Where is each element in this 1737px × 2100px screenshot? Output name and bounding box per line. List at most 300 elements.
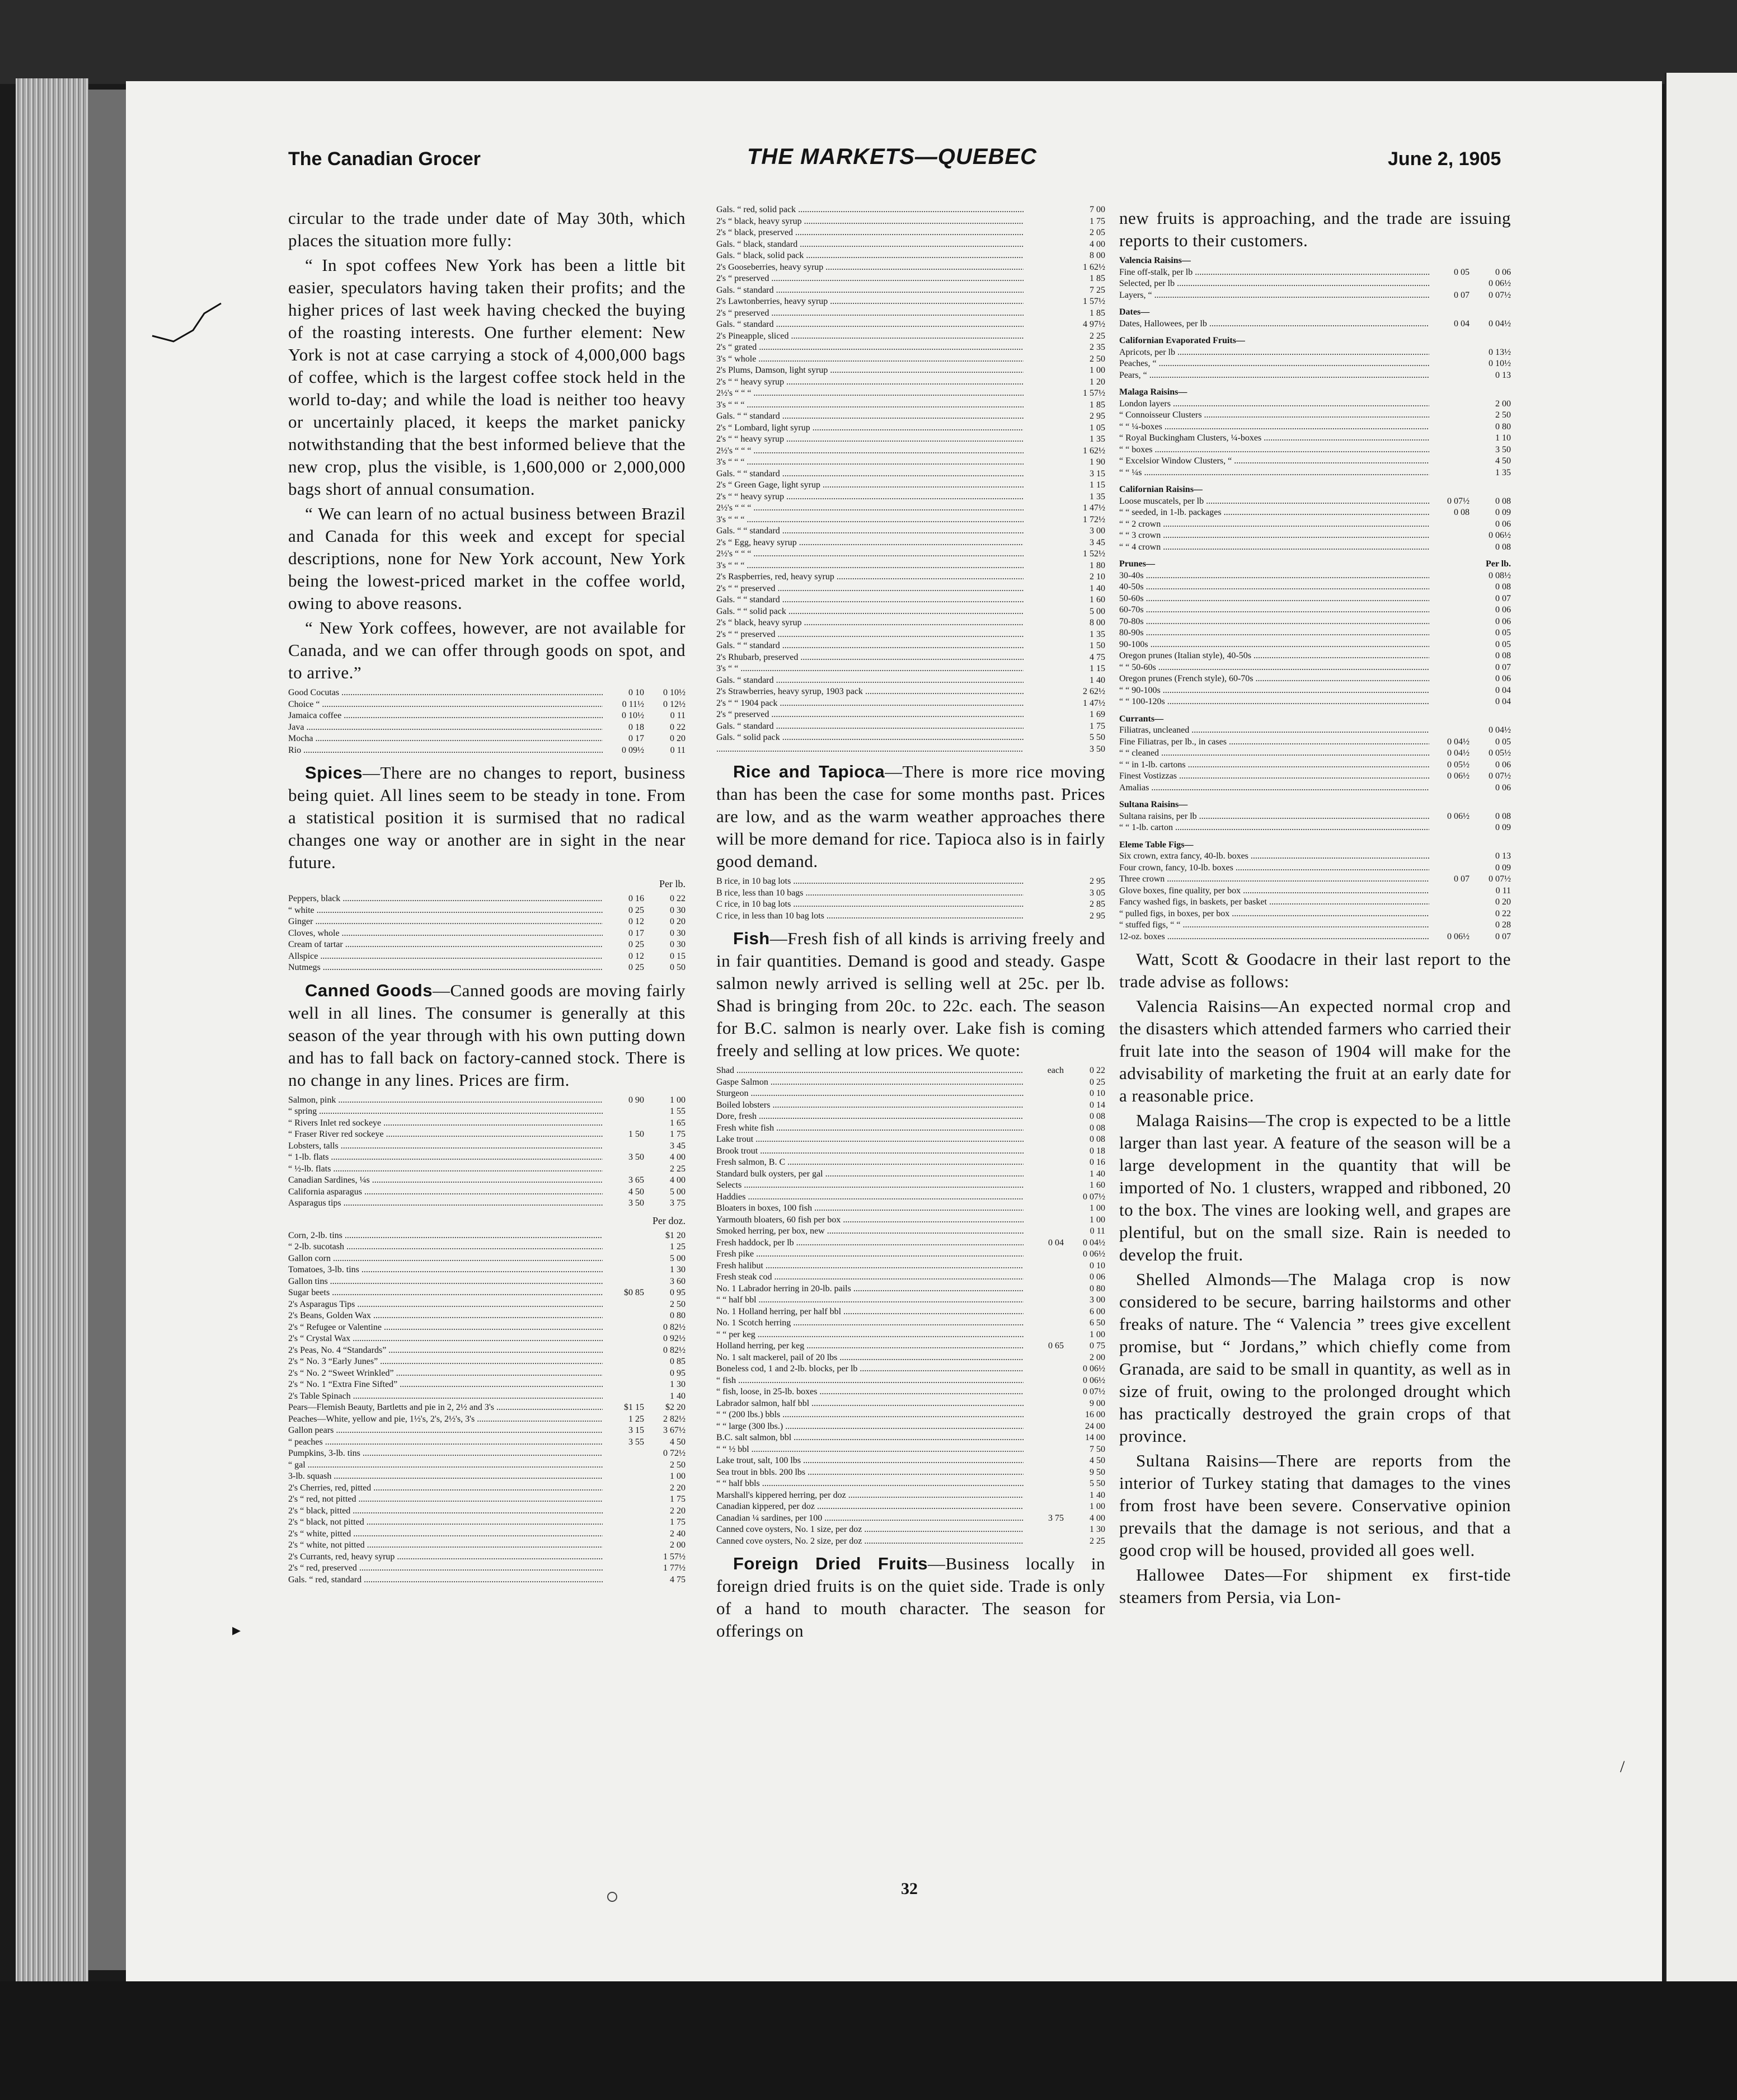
price-high: 1 30 xyxy=(1090,1525,1105,1534)
price-high: 0 08 xyxy=(1495,542,1511,552)
price-low xyxy=(1024,1421,1064,1433)
price-high: 5 50 xyxy=(1090,1479,1105,1488)
price-high: 0 07½ xyxy=(1083,1192,1105,1202)
book-binding-edge xyxy=(16,78,88,1987)
price-low xyxy=(603,1118,644,1129)
item-label: Gals. “ standard ..... xyxy=(716,721,1024,733)
price-low xyxy=(603,1164,644,1175)
price-low xyxy=(1024,319,1064,331)
price-row xyxy=(288,1095,686,1107)
item-label: “ “ 1-lb. carton ..... xyxy=(1119,822,1429,834)
price-row xyxy=(288,1253,686,1265)
price-row xyxy=(288,1187,686,1198)
price-high: 2 85 xyxy=(1090,899,1105,909)
price-high: 1 62½ xyxy=(1083,446,1105,456)
item-label: 3's “ “ ..... xyxy=(716,663,1024,675)
price-high: 0 82½ xyxy=(663,1345,686,1355)
item-label: Four crown, fancy, 10-lb. boxes ..... xyxy=(1119,862,1429,874)
item-label: “ “ cleaned ..... xyxy=(1119,748,1429,760)
price-high: 1 35 xyxy=(1090,491,1105,501)
price-low: 0 04 xyxy=(1048,1238,1064,1248)
price-low: 0 09½ xyxy=(622,745,644,755)
price-high: 0 80 xyxy=(1090,1283,1105,1293)
price-row xyxy=(716,629,1105,641)
item-label: 2's Strawberries, heavy syrup, 1903 pack ..... xyxy=(716,686,1024,698)
price-row xyxy=(716,388,1105,400)
item-label: Fresh salmon, B. C ..... xyxy=(716,1157,1024,1169)
malaga-raisins-table xyxy=(1119,387,1511,479)
price-row xyxy=(716,365,1105,377)
price-low xyxy=(1429,347,1470,359)
price-row xyxy=(716,285,1105,297)
price-low xyxy=(603,1276,644,1288)
fish-text: —Fresh fish of all kinds is arriving freely and in fair quantities. Demand is good and steady. Gaspe salmon newly arrived is selling well at 25c. per lb. Shad is bringing from 20c. to 22c. each. The season for B.C. salmon is nearly over. Lake fish is coming freely and selling at low prices. We quote: xyxy=(716,929,1105,1060)
item-label: 2's Beans, Golden Wax ..... xyxy=(288,1310,603,1322)
price-row xyxy=(1119,433,1511,444)
price-row xyxy=(1119,696,1511,708)
price-high: 2 95 xyxy=(1090,911,1105,921)
price-row xyxy=(716,1134,1105,1146)
item-label: “ Excelsior Window Clusters, “ ..... xyxy=(1119,456,1429,467)
price-low xyxy=(603,1345,644,1357)
price-high: 0 13 xyxy=(1495,370,1511,380)
item-label: “ “ in 1-lb. cartons ..... xyxy=(1119,760,1429,771)
price-low xyxy=(1024,686,1064,698)
item-label: Canadian kippered, per doz ..... xyxy=(716,1501,1024,1513)
price-high: 3 60 xyxy=(670,1276,686,1286)
price-row xyxy=(288,1425,686,1437)
price-row xyxy=(288,1437,686,1449)
price-row xyxy=(1119,931,1511,943)
item-label: Layers, “ ..... xyxy=(1119,290,1429,302)
price-high: 1 00 xyxy=(1090,1215,1105,1225)
price-row xyxy=(1119,507,1511,519)
price-high: 1 40 xyxy=(1090,1169,1105,1179)
price-low xyxy=(1024,457,1064,468)
price-row xyxy=(716,262,1105,274)
item-label: Haddies ..... xyxy=(716,1192,1024,1203)
item-label: “ 1-lb. flats ..... xyxy=(288,1152,603,1164)
price-high: 0 80 xyxy=(670,1311,686,1320)
price-high: 24 00 xyxy=(1085,1421,1105,1431)
item-label: Cloves, whole ..... xyxy=(288,928,603,940)
item-label: 2's “ black, pitted ..... xyxy=(288,1506,603,1517)
price-low xyxy=(603,1529,644,1540)
price-row xyxy=(716,1226,1105,1238)
price-low: each xyxy=(1047,1066,1064,1075)
price-high: 1 00 xyxy=(1090,1203,1105,1213)
price-row xyxy=(716,606,1105,618)
price-low: 0 06½ xyxy=(1447,771,1470,781)
price-low xyxy=(1429,851,1470,862)
item-label: 2's “ “ heavy syrup ..... xyxy=(716,377,1024,388)
price-low xyxy=(1024,1524,1064,1536)
price-row xyxy=(288,1460,686,1471)
price-row xyxy=(1119,410,1511,421)
price-low xyxy=(1024,1444,1064,1456)
currants-rows xyxy=(1119,725,1511,794)
price-row xyxy=(716,1536,1105,1548)
item-label: 2's “ No. 3 “Early Junes” ..... xyxy=(288,1356,603,1368)
price-row xyxy=(716,1215,1105,1226)
price-low xyxy=(1024,285,1064,297)
valencia-raisins-heading: Valencia Raisins— xyxy=(1119,256,1191,265)
item-label: Jamaica coffee ..... xyxy=(288,710,603,722)
item-label: Peaches, “ ..... xyxy=(1119,358,1429,370)
price-row xyxy=(1119,593,1511,605)
price-high: 0 20 xyxy=(670,734,686,743)
item-label: Brook trout ..... xyxy=(716,1146,1024,1157)
price-high: 3 50 xyxy=(1495,444,1511,454)
adjacent-page-edge xyxy=(1665,73,1737,1981)
price-row xyxy=(1119,519,1511,531)
price-row xyxy=(1119,318,1511,330)
price-high: 0 06½ xyxy=(1083,1364,1105,1374)
item-label: “ “ seeded, in 1-lb. packages ..... xyxy=(1119,507,1429,519)
price-low xyxy=(1429,908,1470,920)
price-row xyxy=(288,1299,686,1311)
price-high: 0 75 xyxy=(1090,1341,1105,1351)
price-high: 0 28 xyxy=(1495,920,1511,930)
price-low xyxy=(1024,1409,1064,1421)
item-label: Peaches—White, yellow and pie, 1½'s, 2's, 2½'s, 3's ..... xyxy=(288,1414,603,1426)
price-high: 1 85 xyxy=(1090,274,1105,283)
price-low xyxy=(603,1333,644,1345)
section-title: THE MARKETS—QUEBEC xyxy=(747,144,1037,169)
price-row xyxy=(1119,662,1511,674)
price-low xyxy=(603,1106,644,1118)
price-high: 2 10 xyxy=(1090,572,1105,582)
item-label: Gals. “ “ standard ..... xyxy=(716,594,1024,606)
price-low: 0 04½ xyxy=(1447,748,1470,758)
price-low xyxy=(1024,617,1064,629)
price-low: 0 07 xyxy=(1454,290,1470,300)
price-low xyxy=(1429,278,1470,290)
price-high: 0 09 xyxy=(1495,508,1511,517)
price-row xyxy=(1119,874,1511,885)
price-row xyxy=(716,652,1105,664)
price-low: 3 65 xyxy=(628,1175,644,1185)
price-low xyxy=(603,1551,644,1563)
price-row xyxy=(716,1490,1105,1502)
price-row xyxy=(1119,616,1511,628)
price-row xyxy=(716,1272,1105,1283)
price-low: 0 18 xyxy=(628,722,644,732)
margin-mark: ▸ xyxy=(232,1621,241,1639)
item-label: Finest Vostizzas ..... xyxy=(1119,771,1429,782)
price-low xyxy=(603,1563,644,1574)
price-low xyxy=(1429,725,1470,737)
price-row xyxy=(1119,290,1511,302)
price-high: 3 45 xyxy=(670,1141,686,1151)
price-low xyxy=(1024,1455,1064,1467)
price-row xyxy=(288,1402,686,1414)
price-low: 3 50 xyxy=(628,1198,644,1208)
item-label: Selected, per lb ..... xyxy=(1119,278,1429,290)
item-label: Fresh white fish ..... xyxy=(716,1123,1024,1135)
price-high: 4 00 xyxy=(670,1175,686,1185)
price-low xyxy=(1024,537,1064,549)
price-high: 0 20 xyxy=(1495,897,1511,907)
publication-title: The Canadian Grocer xyxy=(288,148,481,170)
price-row xyxy=(288,1106,686,1118)
price-high: 0 06½ xyxy=(1083,1249,1105,1259)
price-row xyxy=(288,699,686,711)
price-low: 4 50 xyxy=(628,1187,644,1197)
price-low xyxy=(1024,876,1064,888)
item-label: Gals. “ “ standard ..... xyxy=(716,526,1024,537)
price-high: 0 20 xyxy=(670,917,686,926)
price-high: 1 00 xyxy=(1090,1329,1105,1339)
item-label: 50-60s ..... xyxy=(1119,593,1429,605)
price-high: 1 62½ xyxy=(1083,262,1105,272)
item-label: 2's Table Spinach ..... xyxy=(288,1391,603,1403)
price-row xyxy=(288,962,686,974)
price-low xyxy=(603,1517,644,1529)
price-row xyxy=(288,1356,686,1368)
price-high: 3 75 xyxy=(670,1198,686,1208)
price-low xyxy=(1429,650,1470,662)
price-high: 7 25 xyxy=(1090,285,1105,295)
price-high: 0 11 xyxy=(670,711,686,720)
page-number: 32 xyxy=(901,1879,918,1898)
price-high: 0 22 xyxy=(1090,1066,1105,1075)
item-label: 3's “ “ “ ..... xyxy=(716,560,1024,572)
price-high: 2 40 xyxy=(670,1529,686,1539)
item-label: 12-oz. boxes ..... xyxy=(1119,931,1429,943)
price-row xyxy=(1119,358,1511,370)
item-label: Good Cocutas ..... xyxy=(288,687,603,699)
price-low xyxy=(603,1356,644,1368)
price-high: 4 50 xyxy=(1090,1456,1105,1465)
item-label: Fresh pike ..... xyxy=(716,1249,1024,1260)
price-high: 2 50 xyxy=(1495,410,1511,420)
price-low xyxy=(1024,1249,1064,1260)
price-high: 7 50 xyxy=(1090,1444,1105,1454)
currants-table xyxy=(1119,714,1511,794)
item-label: “ Rivers Inlet red sockeye ..... xyxy=(288,1118,603,1129)
price-high: 0 22 xyxy=(670,722,686,732)
item-label: Pumpkins, 3-lb. tins ..... xyxy=(288,1448,603,1460)
scan-background-bottom xyxy=(0,1981,1737,2100)
price-row xyxy=(716,537,1105,549)
item-label: Fresh haddock, per lb ..... xyxy=(716,1238,1024,1249)
item-label: “ “ ¼s ..... xyxy=(1119,467,1429,479)
price-low xyxy=(1429,627,1470,639)
price-high: 0 07 xyxy=(1495,931,1511,941)
price-low xyxy=(603,1506,644,1517)
price-high: 1 47½ xyxy=(1083,698,1105,708)
item-label: Gals. “ standard ..... xyxy=(716,675,1024,687)
price-high: 1 40 xyxy=(1090,583,1105,593)
item-label: 80-90s ..... xyxy=(1119,627,1429,639)
item-label: 2's “ “ preserved ..... xyxy=(716,583,1024,595)
item-label: “ Connoisseur Clusters ..... xyxy=(1119,410,1429,421)
price-low xyxy=(1024,1478,1064,1490)
price-row xyxy=(1119,347,1511,359)
price-high: 5 50 xyxy=(1090,733,1105,742)
watt-scott-intro: Watt, Scott & Goodacre in their last report to the trade advise as follows: xyxy=(1119,949,1511,991)
price-row xyxy=(716,1146,1105,1157)
item-label: Sea trout in bbls. 200 lbs ..... xyxy=(716,1467,1024,1479)
item-label: Fine off-stalk, per lb ..... xyxy=(1119,267,1429,279)
price-row xyxy=(716,732,1105,744)
item-label: Boneless cod, 1 and 2-lb. blocks, per lb ..... xyxy=(716,1363,1024,1375)
price-low xyxy=(1024,342,1064,354)
item-label: Salmon, pink ..... xyxy=(288,1095,603,1107)
item-label: No. 1 salt mackerel, pail of 20 lbs ..... xyxy=(716,1352,1024,1364)
price-row xyxy=(716,1065,1105,1077)
price-low xyxy=(1429,570,1470,582)
price-low xyxy=(1024,640,1064,652)
price-low: 0 04½ xyxy=(1447,737,1470,747)
item-label: 3's “ “ “ ..... xyxy=(716,457,1024,468)
californian-evaporated-heading: Californian Evaporated Fruits— xyxy=(1119,336,1245,345)
price-high: 1 75 xyxy=(1090,721,1105,731)
item-label: Tomatoes, 3-lb. tins ..... xyxy=(288,1264,603,1276)
price-high: 1 30 xyxy=(670,1265,686,1274)
price-row xyxy=(716,1363,1105,1375)
price-high: 1 65 xyxy=(670,1118,686,1128)
item-label: 3's “ “ “ ..... xyxy=(716,514,1024,526)
price-row xyxy=(716,1295,1105,1306)
price-row xyxy=(288,928,686,940)
price-high: 1 35 xyxy=(1090,629,1105,639)
item-label: “ Royal Buckingham Clusters, ¼-boxes ..... xyxy=(1119,433,1429,444)
hallowee-report: Hallowee Dates—For shipment ex first-tide steamers from Persia, via Lon- xyxy=(1119,1565,1511,1607)
price-low: $0 85 xyxy=(624,1288,644,1297)
price-row xyxy=(716,594,1105,606)
price-row xyxy=(716,1192,1105,1203)
item-label: Canned cove oysters, No. 2 size, per doz ..... xyxy=(716,1536,1024,1548)
price-high: 0 07½ xyxy=(1489,290,1511,300)
item-label: “ “ half bbl ..... xyxy=(716,1295,1024,1306)
price-row xyxy=(716,876,1105,888)
price-row xyxy=(716,1513,1105,1525)
price-low xyxy=(1024,296,1064,308)
price-row xyxy=(1119,650,1511,662)
price-row xyxy=(1119,467,1511,479)
price-row xyxy=(716,1088,1105,1100)
price-low xyxy=(1024,1088,1064,1100)
price-low xyxy=(603,1574,644,1586)
price-row xyxy=(716,1455,1105,1467)
price-low: 0 04 xyxy=(1454,318,1470,329)
item-label: “ “ 2 crown ..... xyxy=(1119,519,1429,531)
price-low: 0 06½ xyxy=(1447,931,1470,941)
item-label: 2½'s “ “ “ ..... xyxy=(716,388,1024,400)
item-label: “ white ..... xyxy=(288,905,603,917)
price-low xyxy=(1024,744,1064,756)
price-low xyxy=(1429,593,1470,605)
price-row xyxy=(716,911,1105,922)
price-row xyxy=(288,905,686,917)
price-high: 0 22 xyxy=(1495,908,1511,918)
price-row xyxy=(716,1318,1105,1329)
item-label: Glove boxes, fine quality, per box ..... xyxy=(1119,885,1429,897)
price-low xyxy=(1429,433,1470,444)
price-high: 0 07½ xyxy=(1489,771,1511,781)
item-label: Amalias ..... xyxy=(1119,782,1429,794)
price-low xyxy=(1024,1123,1064,1135)
price-high: 0 07 xyxy=(1495,662,1511,672)
price-high: 0 05 xyxy=(1495,639,1511,649)
item-label: Boiled lobsters ..... xyxy=(716,1100,1024,1112)
dates-table xyxy=(1119,307,1511,330)
price-high: 1 15 xyxy=(1090,480,1105,490)
price-low xyxy=(1024,1215,1064,1226)
price-low xyxy=(1429,519,1470,531)
price-low xyxy=(1024,1329,1064,1341)
price-low: 3 15 xyxy=(628,1426,644,1435)
price-low xyxy=(1024,1077,1064,1089)
price-high: 4 75 xyxy=(670,1574,686,1585)
item-label: 2's “ white, not pitted ..... xyxy=(288,1540,603,1551)
item-label: 2's Rhubarb, preserved ..... xyxy=(716,652,1024,664)
price-low xyxy=(1024,1536,1064,1548)
valencia-raisins-rows xyxy=(1119,267,1511,302)
rice-heading: Rice and Tapioca xyxy=(733,762,885,781)
price-low xyxy=(603,1241,644,1253)
item-label: Sugar beets ..... xyxy=(288,1287,603,1299)
price-high: 5 00 xyxy=(670,1187,686,1197)
price-low xyxy=(1024,227,1064,239)
price-high: 0 05 xyxy=(1495,628,1511,638)
item-label: Apricots, per lb ..... xyxy=(1119,347,1429,359)
price-row xyxy=(716,1306,1105,1318)
price-low xyxy=(603,1264,644,1276)
price-high: 0 72½ xyxy=(663,1449,686,1458)
price-high: 1 60 xyxy=(1090,595,1105,604)
price-high: 0 16 xyxy=(1090,1157,1105,1167)
canned-unit: Per doz. xyxy=(652,1215,686,1226)
price-high: 3 67½ xyxy=(663,1426,686,1435)
price-row xyxy=(716,1398,1105,1410)
price-low xyxy=(1024,250,1064,262)
price-row xyxy=(1119,673,1511,685)
price-row xyxy=(716,1077,1105,1089)
price-low xyxy=(1429,782,1470,794)
price-high: 0 10 xyxy=(1090,1089,1105,1098)
item-label: Gals. “ “ standard ..... xyxy=(716,640,1024,652)
item-label: 2's Pineapple, sliced ..... xyxy=(716,331,1024,343)
price-row xyxy=(288,745,686,757)
item-label: Dates, Hallowees, per lb ..... xyxy=(1119,318,1429,330)
price-low xyxy=(1024,1203,1064,1215)
price-high: 0 08 xyxy=(1495,811,1511,821)
price-low xyxy=(1024,594,1064,606)
item-label: “ “ ½ bbl ..... xyxy=(716,1444,1024,1456)
price-row xyxy=(716,675,1105,687)
price-row xyxy=(1119,570,1511,582)
price-low xyxy=(1024,1375,1064,1387)
prunes-rows xyxy=(1119,570,1511,708)
rice-text: —There is more rice moving than has been the case for some months past. Prices are low, and as the warm weather approaches there will be more demand for rice. Tapioca also is in fairly good demand. xyxy=(716,762,1105,871)
price-low xyxy=(1024,216,1064,228)
price-row xyxy=(716,273,1105,285)
price-high: 3 15 xyxy=(1090,468,1105,479)
foreign-dried-fruits-heading: Foreign Dried Fruits xyxy=(733,1554,928,1573)
price-high: 0 06½ xyxy=(1083,1375,1105,1385)
item-label xyxy=(716,744,1024,756)
price-low xyxy=(1429,467,1470,479)
item-label: 2's “ preserved ..... xyxy=(716,308,1024,320)
price-row xyxy=(716,411,1105,423)
price-high: 4 97½ xyxy=(1083,320,1105,329)
price-row xyxy=(716,1352,1105,1364)
price-low xyxy=(1024,583,1064,595)
price-high: 4 00 xyxy=(670,1152,686,1162)
